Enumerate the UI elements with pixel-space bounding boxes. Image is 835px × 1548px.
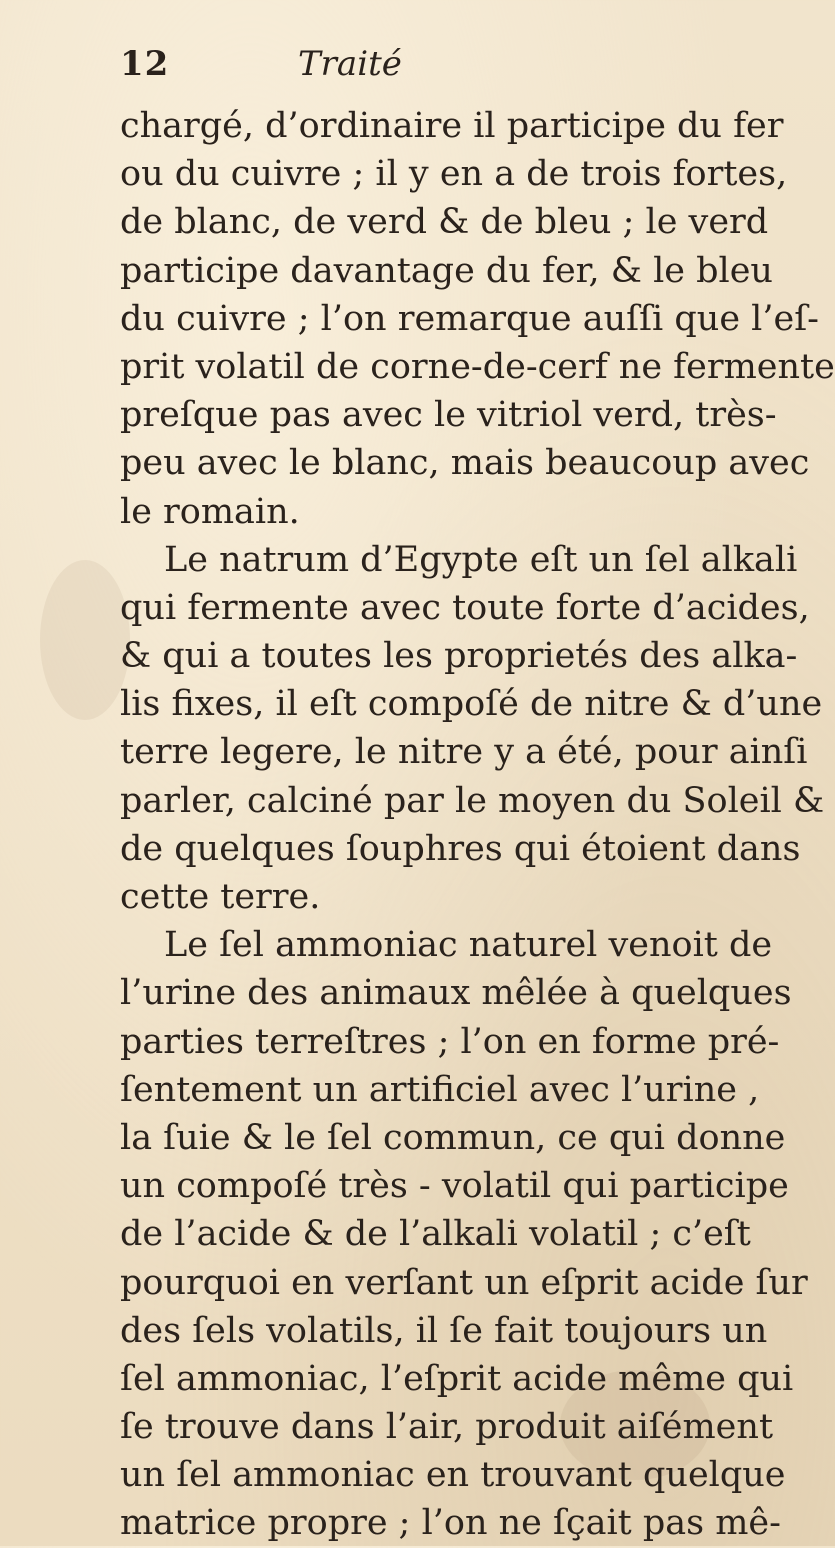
text-line: pourquoi en verſant un eſprit acide ſur <box>120 1262 808 1303</box>
text-line: des ſels volatils, il ſe fait toujours un <box>120 1310 768 1351</box>
page-header <box>120 44 720 104</box>
text-line: chargé, d’ordinaire il participe du fer <box>120 106 784 146</box>
text-line: ou du cuivre ; il y en a de trois fortes, <box>120 154 788 195</box>
text-line: la ſuie & le ſel commun, ce qui donne <box>120 1117 786 1158</box>
paragraph-start-line: Le natrum d’Egypte eſt un ſel alkali <box>164 539 798 580</box>
text-line: l’urine des animaux mêlée à quelques <box>120 973 792 1014</box>
text-line: parties terreſtres ; l’on en forme pré- <box>120 1021 780 1062</box>
text-line: du cuivre ; l’on remarque auſſi que l’eſ- <box>120 298 819 339</box>
paper-stain <box>40 560 130 720</box>
text-line: terre legere, le nitre y a été, pour ainſi <box>120 732 808 773</box>
text-line: peu avec le blanc, mais beaucoup avec <box>120 443 810 484</box>
text-line: de l’acide & de l’alkali volatil ; c’eſt <box>120 1214 751 1255</box>
text-line: de quelques ſouphres qui étoient dans <box>120 828 801 869</box>
text-line: cette terre. <box>120 877 321 917</box>
text-line: qui fermente avec toute forte d’acides, <box>120 587 810 628</box>
paragraph-start-line: Le ſel ammoniac naturel venoit de <box>164 925 773 966</box>
text-line: de blanc, de verd & de bleu ; le verd <box>120 202 769 243</box>
text-line: prit volatil de corne-de-cerf ne fermente <box>120 346 835 387</box>
text-line: matrice propre ; l’on ne ſçait pas mê- <box>120 1503 781 1544</box>
page-number: 12 <box>120 44 170 84</box>
text-line: ſe trouve dans l’air, produit aiſément <box>120 1407 774 1448</box>
text-line: lis fixes, il eſt compoſé de nitre & d’une <box>120 684 823 725</box>
text-line: & qui a toutes les proprietés des alka- <box>120 636 798 677</box>
text-line: ſel ammoniac, l’eſprit acide même qui <box>120 1358 794 1399</box>
text-line: un compoſé très - volatil qui participe <box>120 1166 789 1207</box>
body-text <box>120 102 835 1548</box>
text-line: le romain. <box>120 491 300 532</box>
text-line: un ſel ammoniac en trouvant quelque <box>120 1455 786 1496</box>
text-line: ſentement un artificiel avec l’urine , <box>120 1069 760 1110</box>
text-line: participe davantage du fer, & le bleu <box>120 250 773 291</box>
text-line: preſque pas avec le vitriol verd, très- <box>120 395 777 436</box>
running-title: Traité <box>298 44 402 84</box>
text-line: parler, calciné par le moyen du Soleil & <box>120 780 825 821</box>
